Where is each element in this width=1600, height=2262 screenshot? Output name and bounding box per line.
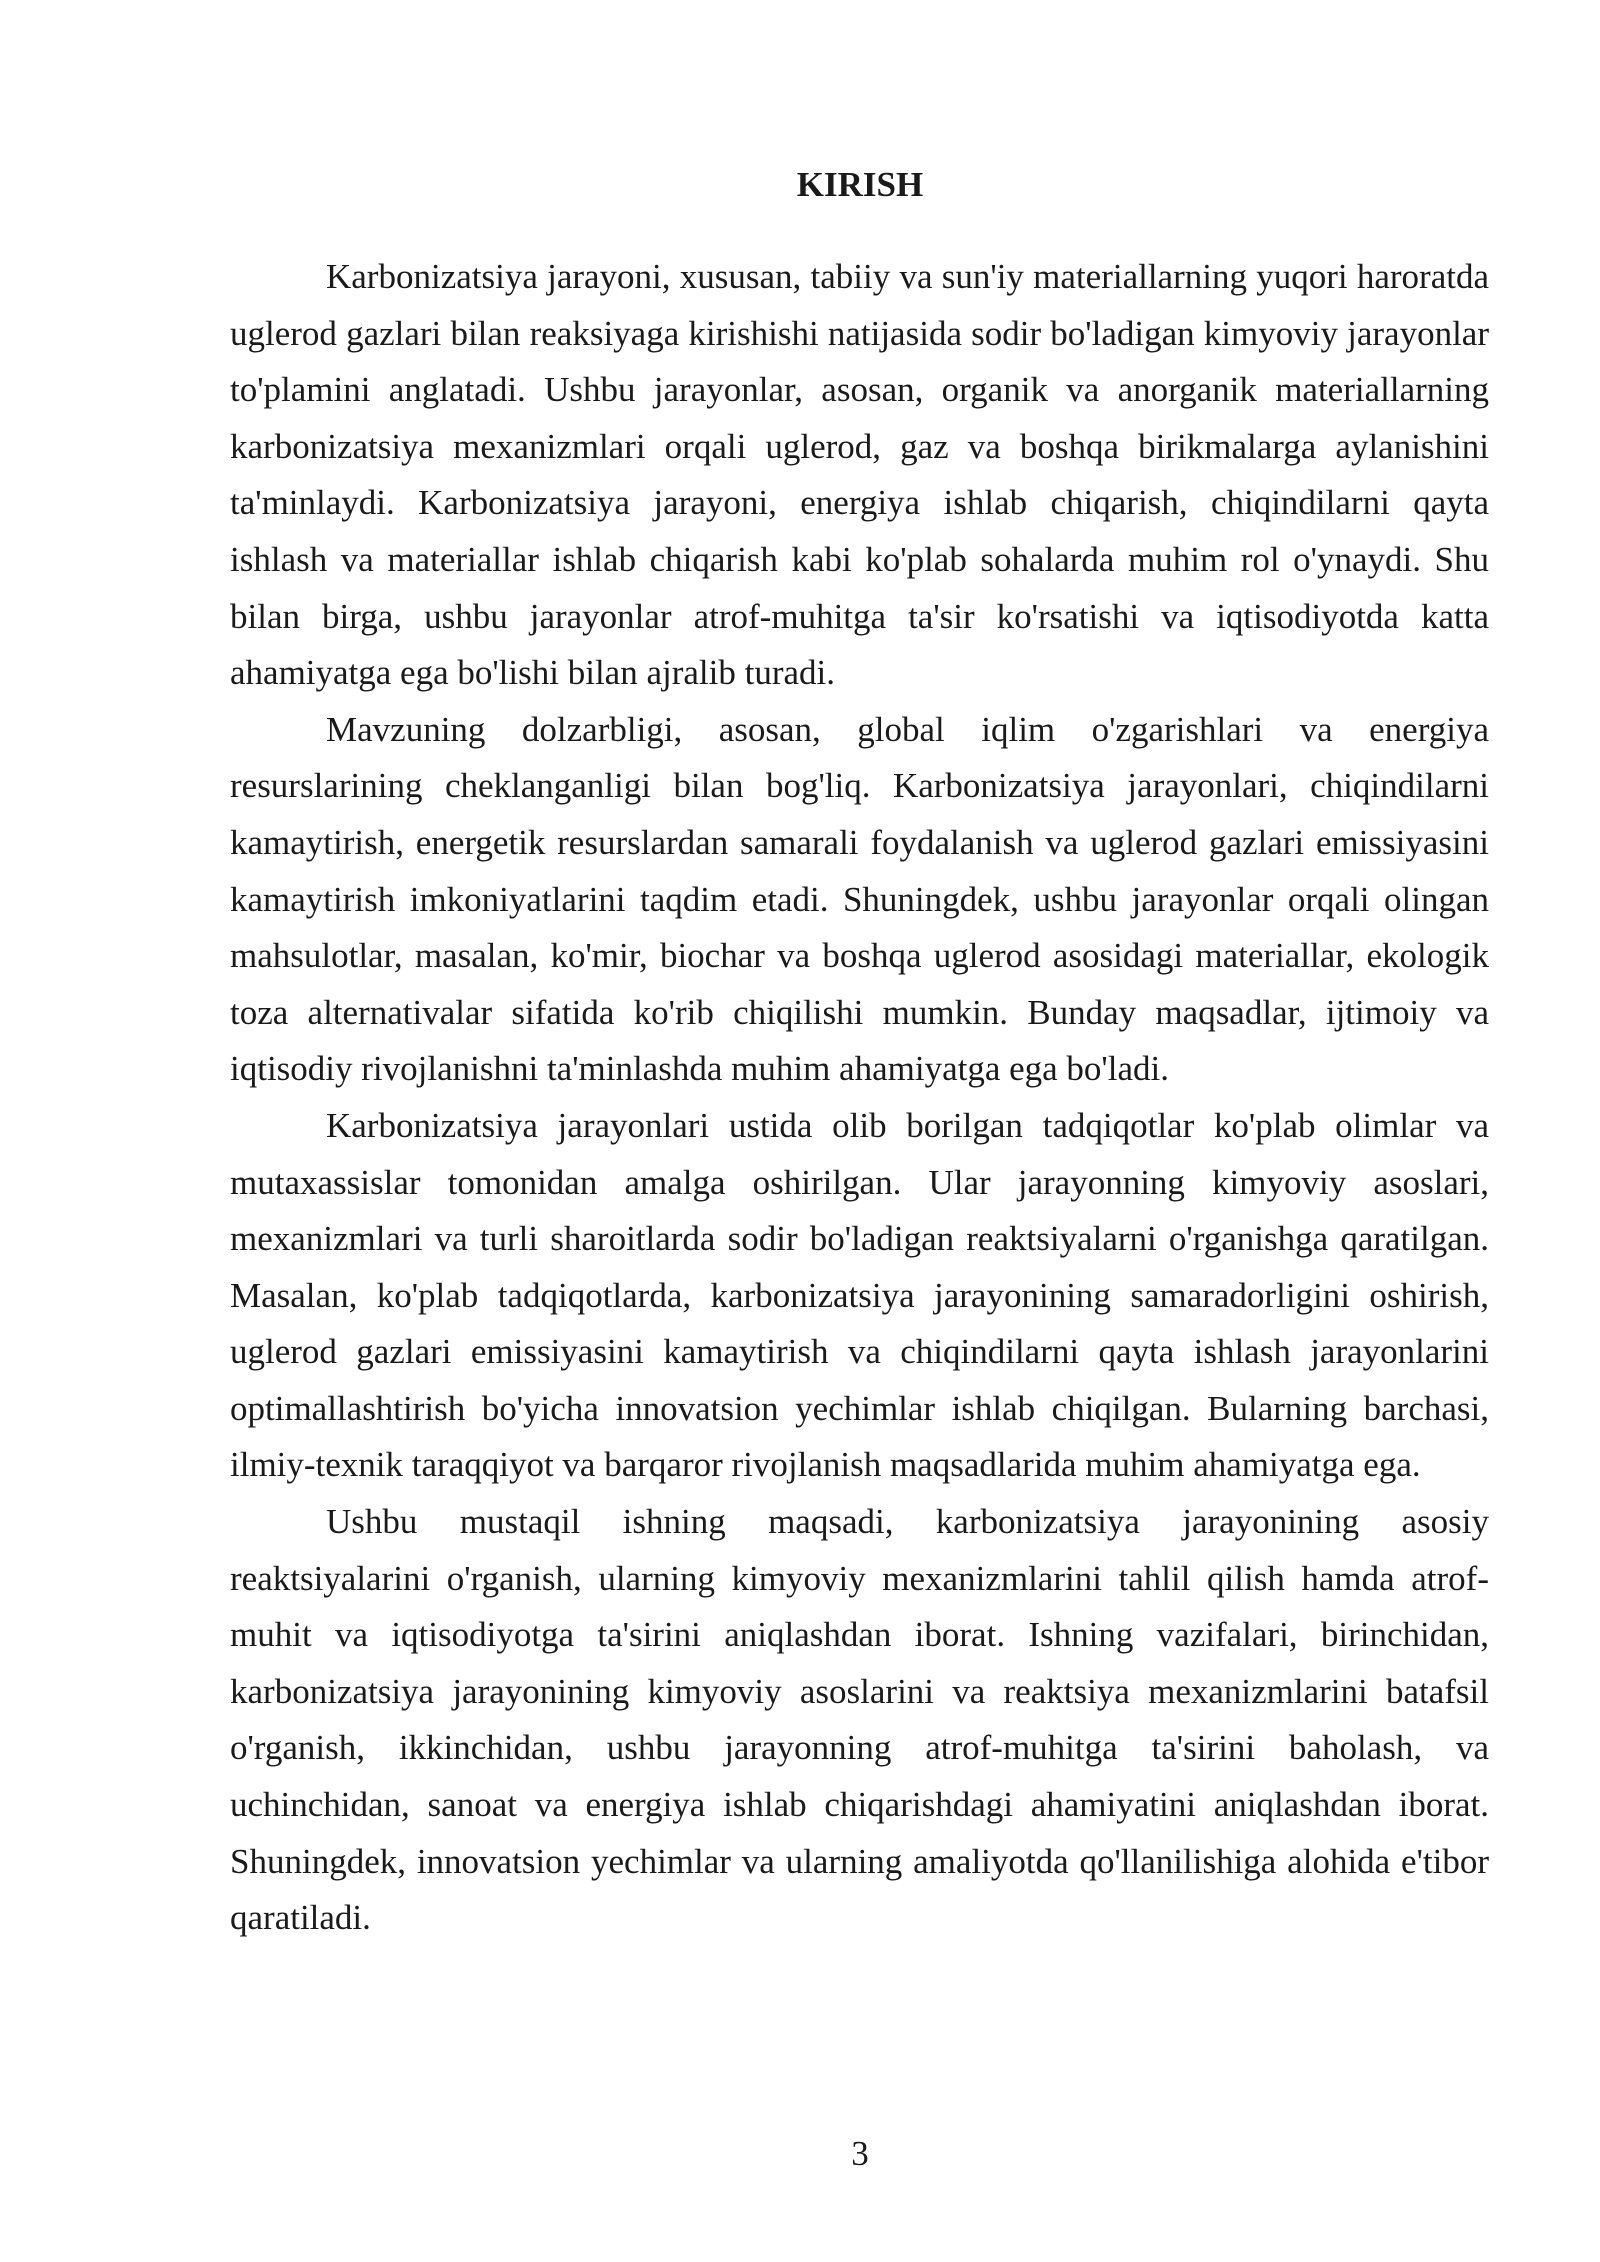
paragraph-research: Karbonizatsiya jarayonlari ustida olib borilgan tadqiqotlar ko'plab olimlar va mutaxassislar tomonidan amalga oshirilgan. Ular jarayonning kimyoviy asoslari, mexanizmlari va turli sharoitlarda sodir bo'ladigan reaktsiyalarni o'rganishga qaratilgan. Masalan, ko'plab tadqiqotlarda, karbonizatsiya jarayonining samaradorligini oshirish, uglerod gazlari emissiyasini kamaytirish va chiqindilarni qayta ishlash jarayonlarini optimallashtirish bo'yicha innovatsion yechimlar ishlab chiqilgan. Bularning barchasi, ilmiy-texnik taraqqiyot va barqaror rivojlanish maqsadlarida muhim ahamiyatga ega.: [230, 1105, 1489, 1485]
page-number: 3: [851, 2134, 869, 2173]
paragraph-definition: Karbonizatsiya jarayoni, xususan, tabiiy va sun'iy materiallarning yuqori haroratda uglerod gazlari bilan reaksiyaga kirishishi natijasida sodir bo'ladigan kimyoviy jarayonlar to'plamini anglatadi. Ushbu jarayonlar, asosan, organik va anorganik materiallarning karbonizatsiya mexanizmlari orqali uglerod, gaz va boshqa birikmalarga aylanishini ta'minlaydi. Karbonizatsiya jarayoni, energiya ishlab chiqarish, chiqindilarni qayta ishlash va materiallar ishlab chiqarish kabi ko'plab sohalarda muhim rol o'ynaydi. Shu bilan birga, ushbu jarayonlar atrof-muhitga ta'sir ko'rsatishi va iqtisodiyotda katta ahamiyatga ega bo'lishi bilan ajralib turadi.: [230, 257, 1489, 693]
body-text: [230, 249, 1489, 1947]
paragraph-goals: Ushbu mustaqil ishning maqsadi, karbonizatsiya jarayonining asosiy reaktsiyalarini o'rganish, ularning kimyoviy mexanizmlarini tahlil qilish hamda atrof-muhit va iqtisodiyotga ta'sirini aniqlashdan iborat. Ishning vazifalari, birinchidan, karbonizatsiya jarayonining kimyoviy asoslarini va reaktsiya mexanizmlarini batafsil o'rganish, ikkinchidan, ushbu jarayonning atrof-muhitga ta'sirini baholash, va uchinchidan, sanoat va energiya ishlab chiqarishdagi ahamiyatini aniqlashdan iborat. Shuningdek, innovatsion yechimlar va ularning amaliyotda qo'llanilishiga alohida e'tibor qaratiladi.: [230, 1502, 1489, 1938]
paragraph-relevance: Mavzuning dolzarbligi, asosan, global iqlim o'zgarishlari va energiya resurslarining cheklanganligi bilan bog'liq. Karbonizatsiya jarayonlari, chiqindilarni kamaytirish, energetik resurslardan samarali foydalanish va uglerod gazlari emissiyasini kamaytirish imkoniyatlarini taqdim etadi. Shuningdek, ushbu jarayonlar orqali olingan mahsulotlar, masalan, ko'mir, biochar va boshqa uglerod asosidagi materiallar, ekologik toza alternativalar sifatida ko'rib chiqilishi mumkin. Bunday maqsadlar, ijtimoiy va iqtisodiy rivojlanishni ta'minlashda muhim ahamiyatga ega bo'ladi.: [230, 709, 1489, 1089]
page-title: KIRISH: [796, 165, 924, 204]
